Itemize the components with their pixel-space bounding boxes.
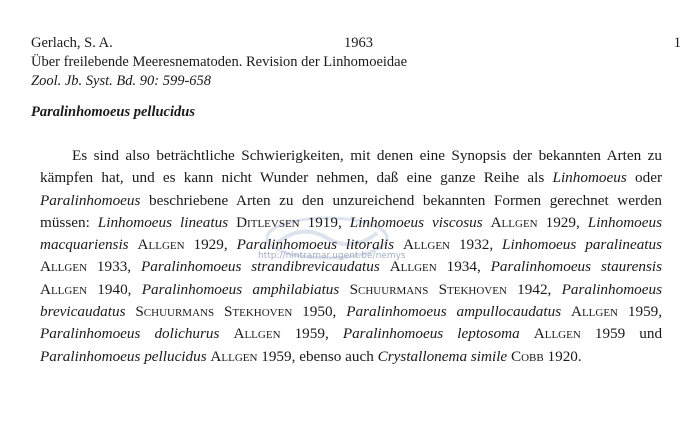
species-year: 1929,: [545, 213, 580, 231]
author: Gerlach, S. A.: [31, 35, 113, 51]
species-year: 1950,: [302, 303, 337, 321]
species-authority: Ditlevsen: [236, 213, 300, 231]
species-year: 1959: [261, 347, 292, 365]
species-year: 1959: [594, 325, 626, 343]
paragraph-ending: , ebenso auch: [291, 347, 374, 365]
body-paragraph: [40, 145, 662, 368]
species-entry: [142, 281, 552, 298]
species-name: Paralinhomoeus leptosoma: [342, 325, 520, 343]
species-name: Paralinhomoeus brevicaudatus: [40, 280, 663, 321]
species-year: 1920.: [547, 347, 582, 365]
species-year: 1929,: [193, 236, 228, 254]
species-year: 1932,: [458, 236, 494, 254]
species-year: 1919,: [307, 213, 342, 231]
species-name: Paralinhomoeus staurensis: [490, 258, 662, 276]
species-list: [40, 214, 662, 342]
genus-name: Linhomoeus: [552, 169, 627, 187]
species-authority: Allgen: [490, 213, 538, 231]
species-entry: [237, 236, 494, 253]
species-entry: [346, 303, 662, 320]
journal-citation: Zool. Jb. Syst. Bd. 90: 599-658: [31, 73, 212, 89]
species-name: Crystallonema simile: [377, 347, 508, 365]
header-top-row: [31, 34, 681, 53]
species-name: Linhomoeus macquariensis: [40, 213, 663, 254]
species-entry: [343, 325, 625, 342]
connector-text: und: [639, 325, 663, 343]
species-entry: [40, 325, 329, 342]
paper-title: Über freilebende Meeresnematoden. Revision der Linhomoeidae: [31, 54, 408, 70]
species-authority: Allgen: [570, 303, 618, 321]
species-name: Linhomoeus viscosus: [349, 213, 483, 231]
species-authority: Allgen: [210, 347, 258, 365]
paragraph-middle: beschriebene Arten zu den unzureichend bekannten Formen gerechnet werden müssen:: [40, 191, 663, 231]
species-authority: Cobb: [510, 347, 544, 365]
species-year: 1933,: [96, 258, 132, 276]
species-name: Paralinhomoeus dolichurus: [40, 325, 220, 343]
species-name: Paralinhomoeus ampullocaudatus: [346, 303, 562, 321]
publication-year: 1963: [344, 35, 373, 51]
watermark-url: http://nintramar.ugent.be/nemys: [258, 251, 406, 261]
species-authority: Allgen: [233, 325, 281, 343]
species-year: 1934,: [446, 258, 481, 276]
species-authority: Allgen: [402, 236, 450, 254]
genus-name: Paralinhomoeus: [40, 191, 141, 209]
species-heading: Paralinhomoeus pellucidus: [31, 104, 195, 120]
species-authority: Allgen: [40, 258, 88, 276]
species-authority: Schuurmans Stekhoven: [135, 303, 293, 321]
paragraph-intro: Es sind also beträchtliche Schwierigkeiten, mit denen eine Synopsis der bekannten Arten zu kämpfen hat, und es kann nicht Wunder nehmen, daß eine ganze Reihe als: [40, 147, 662, 187]
species-authority: Allgen: [389, 258, 437, 276]
connector-text: oder: [635, 169, 663, 187]
species-entry: [141, 258, 481, 275]
species-year: 1940,: [97, 280, 132, 298]
species-name: Paralinhomoeus pellucidus: [40, 347, 207, 365]
species-year: 1959,: [294, 325, 329, 343]
species-name: Linhomoeus paralineatus: [502, 236, 663, 254]
species-name: Paralinhomoeus amphilabiatus: [141, 280, 340, 298]
species-entry: [350, 214, 580, 231]
page-number: 1: [673, 35, 681, 51]
species-entry: [98, 214, 342, 231]
species-authority: Allgen: [40, 280, 88, 298]
species-year: 1959,: [627, 303, 663, 321]
citation-header: [31, 34, 681, 91]
species-year: 1942,: [517, 280, 552, 298]
species-authority: Schuurmans Stekhoven: [349, 280, 507, 298]
species-authority: Allgen: [533, 325, 581, 343]
species-name: Paralinhomoeus litoralis: [236, 236, 395, 254]
species-name: Linhomoeus lineatus: [97, 213, 229, 231]
species-name: Paralinhomoeus strandibrevicaudatus: [140, 258, 380, 276]
species-authority: Allgen: [137, 236, 185, 254]
